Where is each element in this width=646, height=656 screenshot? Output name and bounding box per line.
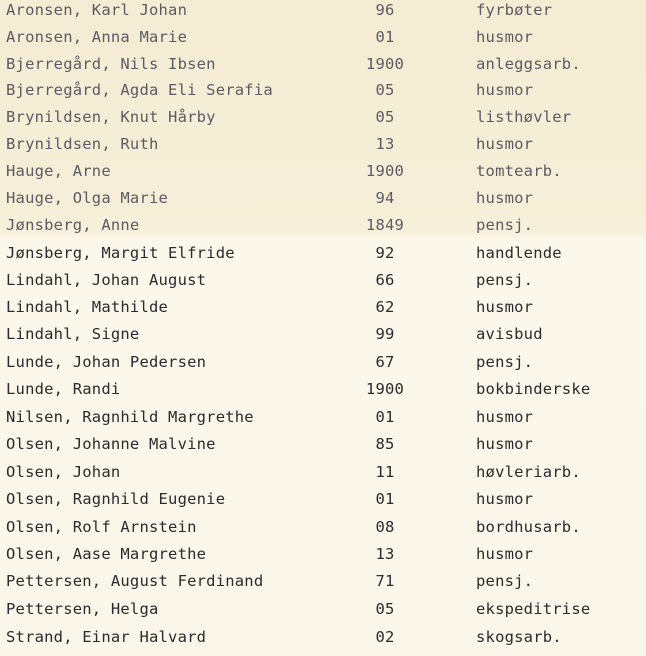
occupation: pensj.	[476, 572, 534, 590]
person-name: Lunde, Johan Pedersen	[6, 353, 207, 371]
occupation: anleggsarb.	[476, 55, 581, 73]
register-row	[0, 541, 646, 567]
register-row	[0, 0, 646, 23]
register-row	[0, 624, 646, 650]
occupation: høvleriarb.	[476, 463, 581, 481]
register-row	[0, 486, 646, 512]
person-name: Lindahl, Signe	[6, 325, 140, 343]
occupation: husmor	[476, 435, 534, 453]
register-row	[0, 185, 646, 211]
person-name: Jønsberg, Margit Elfride	[6, 244, 235, 262]
occupation: pensj.	[476, 353, 534, 371]
register-row	[0, 404, 646, 430]
occupation: pensj.	[476, 216, 534, 234]
occupation: ekspeditrise	[476, 600, 591, 618]
occupation: husmor	[476, 545, 534, 563]
occupation: handlende	[476, 244, 562, 262]
person-name: Olsen, Johanne Malvine	[6, 435, 216, 453]
person-name: Olsen, Rolf Arnstein	[6, 518, 197, 536]
person-name: Brynildsen, Ruth	[6, 135, 159, 153]
person-name: Olsen, Ragnhild Eugenie	[6, 490, 226, 508]
occupation: pensj.	[476, 271, 534, 289]
register-row	[0, 24, 646, 50]
person-name: Bjerregård, Nils Ibsen	[6, 55, 216, 73]
birth-year: 05	[375, 108, 395, 126]
occupation: husmor	[476, 298, 534, 316]
birth-year: 92	[375, 244, 395, 262]
birth-year: 99	[375, 325, 395, 343]
occupation: husmor	[476, 408, 534, 426]
occupation: husmor	[476, 490, 534, 508]
occupation: fyrbøter	[476, 1, 553, 19]
birth-year: 1849	[365, 216, 405, 234]
birth-year: 1900	[365, 55, 405, 73]
person-name: Lunde, Randi	[6, 380, 121, 398]
person-name: Olsen, Johan	[6, 463, 121, 481]
person-name: Pettersen, August Ferdinand	[6, 572, 264, 590]
person-name: Aronsen, Karl Johan	[6, 1, 188, 19]
register-row	[0, 104, 646, 130]
person-name: Pettersen, Helga	[6, 600, 159, 618]
birth-year: 13	[375, 135, 395, 153]
birth-year: 01	[375, 490, 395, 508]
birth-year: 67	[375, 353, 395, 371]
occupation: bokbinderske	[476, 380, 591, 398]
birth-year: 01	[375, 28, 395, 46]
person-name: Jønsberg, Anne	[6, 216, 140, 234]
register-row	[0, 459, 646, 485]
register-row	[0, 294, 646, 320]
birth-year: 71	[375, 572, 395, 590]
person-name: Lindahl, Mathilde	[6, 298, 169, 316]
person-name: Brynildsen, Knut Hårby	[6, 108, 216, 126]
register-row	[0, 158, 646, 184]
birth-year: 1900	[365, 380, 405, 398]
birth-year: 1900	[365, 162, 405, 180]
occupation: husmor	[476, 28, 534, 46]
occupation: skogsarb.	[476, 628, 562, 646]
register-row	[0, 596, 646, 622]
occupation: listhøvler	[476, 108, 572, 126]
person-name: Bjerregård, Agda Eli Serafia	[6, 81, 273, 99]
register-row	[0, 376, 646, 402]
register-row	[0, 131, 646, 157]
birth-year: 08	[375, 518, 395, 536]
birth-year: 62	[375, 298, 395, 316]
register-row	[0, 267, 646, 293]
register-row	[0, 514, 646, 540]
birth-year: 66	[375, 271, 395, 289]
birth-year: 94	[375, 189, 395, 207]
occupation: husmor	[476, 135, 534, 153]
occupation: husmor	[476, 81, 534, 99]
occupation: tomtearb.	[476, 162, 562, 180]
birth-year: 05	[375, 600, 395, 618]
person-name: Aronsen, Anna Marie	[6, 28, 188, 46]
birth-year: 85	[375, 435, 395, 453]
person-name: Hauge, Arne	[6, 162, 111, 180]
birth-year: 02	[375, 628, 395, 646]
register-row	[0, 51, 646, 77]
occupation: bordhusarb.	[476, 518, 581, 536]
register-row	[0, 431, 646, 457]
birth-year: 11	[375, 463, 395, 481]
occupation: husmor	[476, 189, 534, 207]
birth-year: 13	[375, 545, 395, 563]
register-row	[0, 212, 646, 238]
person-name: Lindahl, Johan August	[6, 271, 207, 289]
birth-year: 96	[375, 1, 395, 19]
person-name: Hauge, Olga Marie	[6, 189, 169, 207]
register-row	[0, 349, 646, 375]
register-row	[0, 240, 646, 266]
occupation: avisbud	[476, 325, 543, 343]
person-name: Strand, Einar Halvard	[6, 628, 207, 646]
register-row	[0, 568, 646, 594]
person-name: Nilsen, Ragnhild Margrethe	[6, 408, 254, 426]
birth-year: 01	[375, 408, 395, 426]
person-name: Olsen, Aase Margrethe	[6, 545, 207, 563]
register-row	[0, 77, 646, 103]
birth-year: 05	[375, 81, 395, 99]
register-row	[0, 321, 646, 347]
